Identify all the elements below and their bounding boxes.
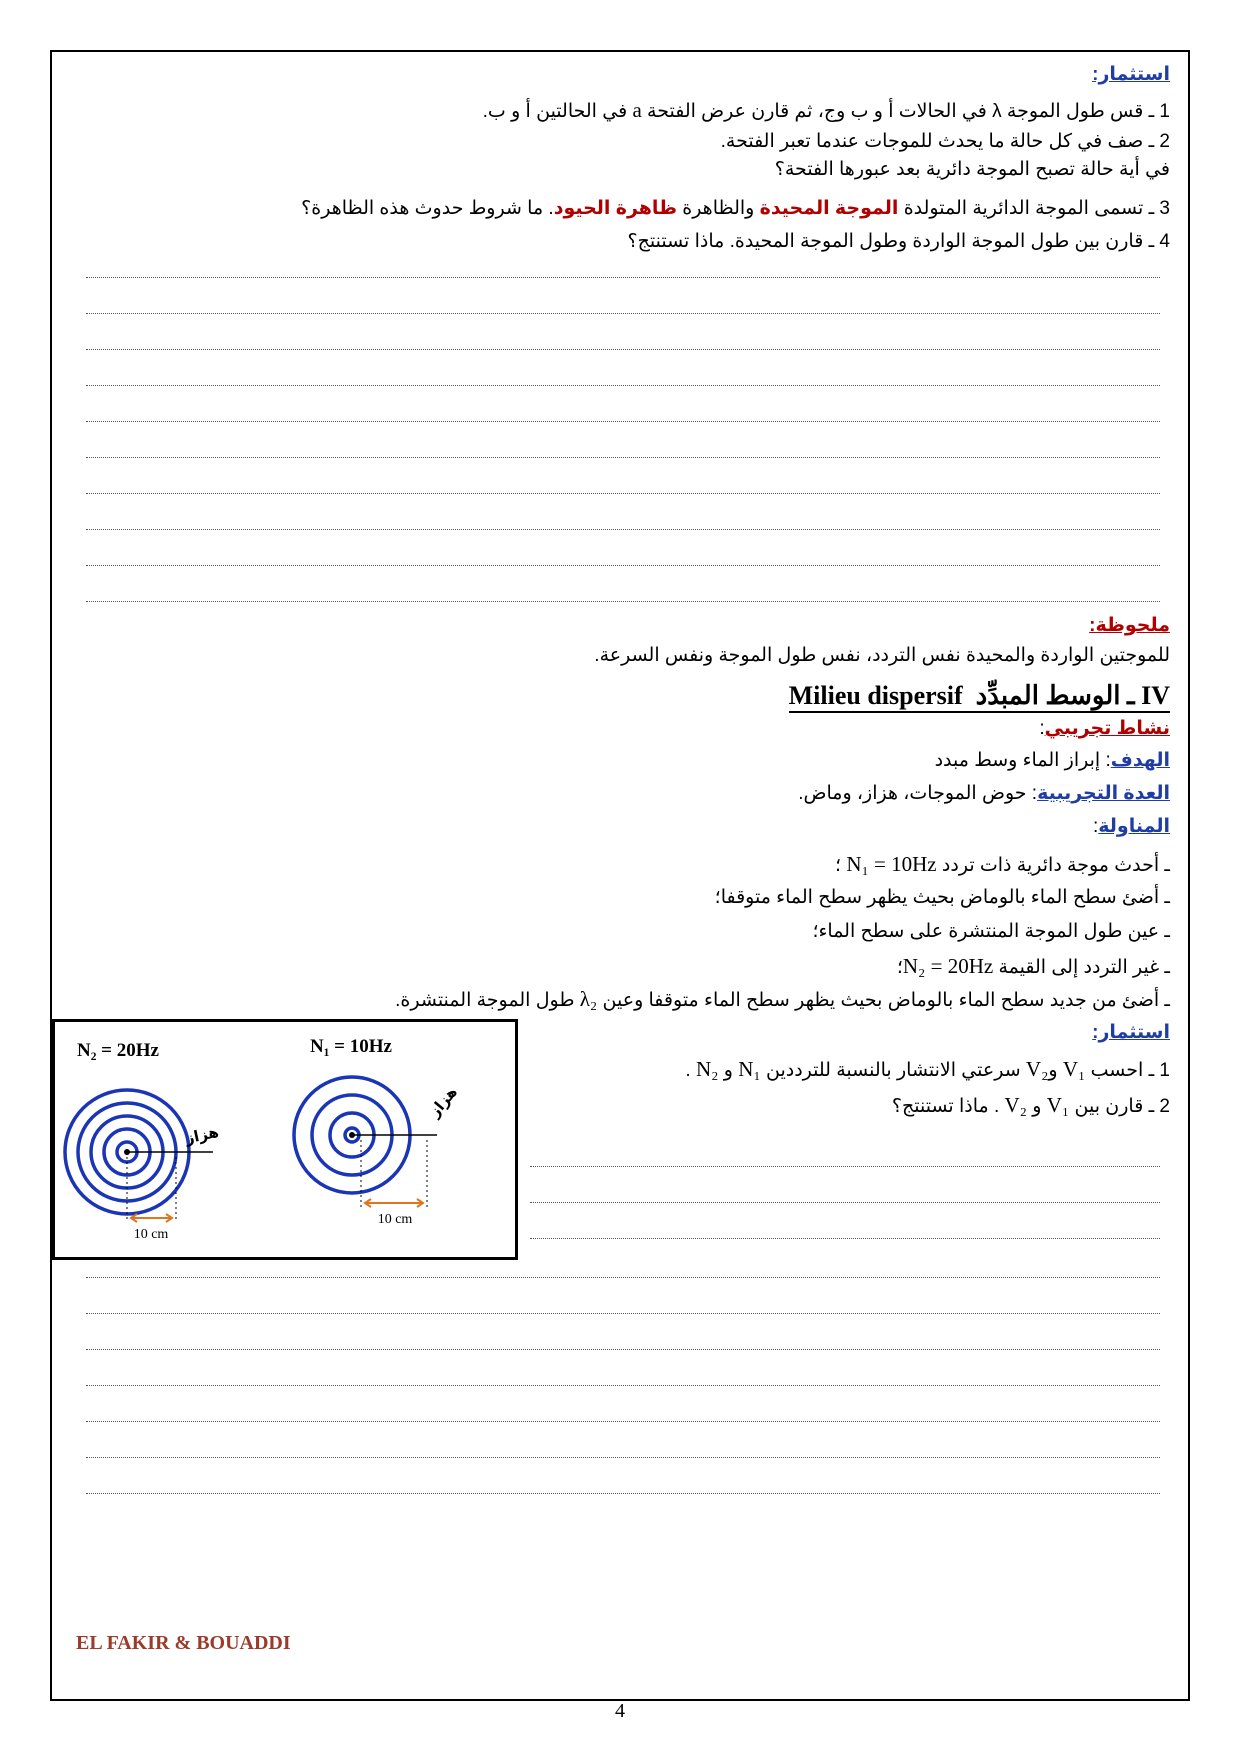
page-number: 4 [615,1700,625,1722]
q5-2-v2: V₂ [1004,1093,1028,1117]
answer-line [86,277,1160,278]
section-iv-title-fr: Milieu dispersif [788,681,963,710]
procedure-heading [1093,814,1170,840]
step-5-pre: ـ أضئ من جديد سطح الماء بالوماض بحيث يظهر سطح الماء متوقفا وعين [597,990,1170,1011]
equipment-text: : حوض الموجات، هزاز، وماض. [798,783,1038,804]
answer-line [86,529,1160,530]
question-2: 2 ـ صف في كل حالة ما يحدث للموجات عندما تعبر الفتحة. [720,131,1170,152]
question-2b: في أية حالة تصبح الموجة دائرية بعد عبورها الفتحة؟ [774,159,1170,180]
answer-line [86,349,1160,350]
exploitation-heading-1 [1092,62,1170,88]
exploitation-heading-text: استثمار: [1092,64,1170,85]
goal-label: الهدف [1110,750,1170,771]
step-1-post: ؛ [834,855,847,876]
answer-line [86,421,1160,422]
step-1-pre: ـ أحدث موجة دائرية ذات تردد [936,855,1170,876]
answer-line [530,1166,1160,1167]
vibrator-label-left: هزاز [183,1122,221,1148]
exploitation-heading-2-text: استثمار: [1092,1022,1170,1043]
question-1-post: في الحالتين أ و ب. [482,101,633,122]
answer-line [86,1385,1160,1386]
v2-symbol: V₂ [1025,1057,1049,1081]
section-iv-title-ar: ـ الوسط المبدِّد [975,681,1135,710]
scale-left: 10 cm [133,1227,169,1242]
slit-width-var: a [632,98,642,122]
activity-heading-colon: : [1039,718,1045,739]
q5-2-and: و [1027,1096,1047,1117]
equipment-label: العدة التجريبية [1037,783,1170,804]
n1-symbol: N₁ [738,1057,761,1081]
answer-line [530,1202,1160,1203]
q5-1-and: و [1048,1060,1063,1081]
source-right [349,1132,355,1138]
question-3-mid: والظاهرة [676,198,760,219]
answer-line [86,1421,1160,1422]
term-diffracted-wave: الموجة المحيدة [759,198,899,219]
step-1-equation: N₁ = 10Hz [846,852,937,876]
ripple-tank-figure [52,1019,518,1260]
procedure-colon: : [1092,816,1099,837]
step-4-post: ؛ [896,957,903,978]
scale-right: 10 cm [377,1212,413,1227]
q5-1-mid: سرعتي الانتشار بالنسبة للترددين [760,1060,1026,1081]
source-left [124,1149,130,1155]
step-4-pre: ـ غير التردد إلى القيمة [993,957,1170,978]
q5-2-pre: 2 ـ قارن بين [1069,1096,1170,1117]
activity-heading-text: نشاط تجريبي [1044,718,1170,739]
step-4 [897,953,1170,981]
step-5-post: طول الموجة المنتشرة. [395,990,580,1011]
step-5 [395,986,1170,1014]
exploitation-heading-2 [1092,1020,1170,1046]
note-text: للموجتين الواردة والمحيدة نفس التردد، نفس طول الموجة ونفس السرعة. [594,645,1170,666]
activity-equipment [798,781,1170,807]
question-5-2 [892,1092,1170,1120]
goal-text: : إبراز الماء وسط مبدد [934,750,1111,771]
note-heading-text: ملحوظة: [1089,615,1170,636]
label-n1: N₁ = 10Hz [310,1036,392,1057]
answer-line [86,601,1160,602]
activity-goal [935,748,1170,774]
step-5-lambda: λ₂ [579,987,598,1011]
answer-line [86,313,1160,314]
question-3 [301,196,1170,222]
note-heading [1089,613,1170,639]
answer-line [86,1313,1160,1314]
answer-line [86,457,1160,458]
question-3-pre: 3 ـ تسمى الموجة الدائرية المتولدة [898,198,1170,219]
step-1 [835,851,1170,879]
ripple-diagram [55,1022,515,1257]
footer-authors: EL FAKIR & BOUADDI [76,1632,291,1654]
q5-2-v1: V₁ [1046,1093,1070,1117]
n2-symbol: N₂ [695,1057,719,1081]
label-n2: N₂ = 20Hz [77,1040,159,1061]
q5-1-post: . [685,1060,696,1081]
answer-line [530,1238,1160,1239]
answer-line [86,385,1160,386]
q5-1-pre: 1 ـ احسب [1085,1060,1170,1081]
answer-line [86,1493,1160,1494]
step-4-equation: N₂ = 20Hz [902,954,994,978]
answer-line [86,565,1160,566]
question-4: 4 ـ قارن بين طول الموجة الواردة وطول الموجة المحيدة. ماذا تستنتج؟ [627,231,1170,252]
answer-line [86,1349,1160,1350]
v1-symbol: V₁ [1062,1057,1086,1081]
vibrator-label-right: هزاز [425,1083,461,1121]
answer-line [86,493,1160,494]
question-1 [483,97,1170,125]
question-5-1 [685,1056,1170,1084]
procedure-label: المناولة [1098,816,1170,837]
section-iv-title [789,681,1170,713]
question-1-pre: 1 ـ قس طول الموجة λ في الحالات أ و ب وج، ثم قارن عرض الفتحة [641,101,1170,122]
step-2: ـ أضئ سطح الماء بالوماض بحيث يظهر سطح الماء متوقفا؛ [714,887,1170,908]
term-diffraction: ظاهرة الحيود [553,198,677,219]
answer-line [86,1457,1160,1458]
q5-1-and2: و [718,1060,739,1081]
section-iv-number: IV [1141,681,1170,710]
answer-line [86,1277,1160,1278]
activity-heading [1039,716,1170,742]
question-3-post: . ما شروط حدوث هذه الظاهرة؟ [301,198,554,219]
step-3: ـ عين طول الموجة المنتشرة على سطح الماء؛ [812,921,1170,942]
q5-2-post: . ماذا تستنتج؟ [891,1096,1005,1117]
